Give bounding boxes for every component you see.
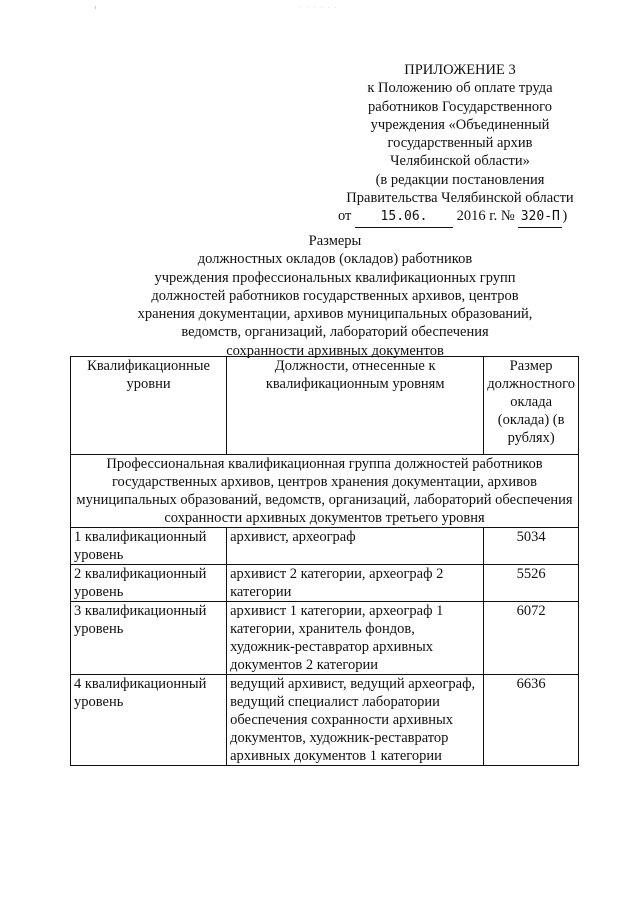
appendix-line: Челябинской области» xyxy=(390,153,530,170)
appendix-heading: ПРИЛОЖЕНИЕ 3 xyxy=(404,62,516,78)
title-line: хранения документации, архивов муниципальных образований, xyxy=(137,306,533,323)
appendix-line: учреждения «Объединенный xyxy=(370,116,550,133)
appendix-block xyxy=(320,61,600,228)
appendix-line: работников Государственного xyxy=(368,98,552,115)
sign-number: 320-П xyxy=(518,208,562,227)
title-line: ведомств, организаций, лабораторий обеспечения xyxy=(181,324,489,341)
table-header-row xyxy=(71,357,579,455)
scan-tick-mark xyxy=(95,6,96,9)
document-title xyxy=(70,232,600,360)
appendix-line: Правительства Челябинской области xyxy=(346,190,574,207)
salary-table xyxy=(70,356,579,766)
table-row xyxy=(71,565,579,602)
header-salary: Размер должностного оклада (оклада) (в рублях) xyxy=(484,357,579,455)
title-line: должностей работников государственных архивов, центров xyxy=(151,287,519,304)
appendix-line: (в редакции постановления xyxy=(375,171,545,188)
sign-year: 2016 г. № xyxy=(456,208,515,225)
cell-level: 1 квалификационный уровень xyxy=(71,528,227,565)
group-title-row xyxy=(71,455,579,528)
cell-salary: 5034 xyxy=(484,528,579,565)
cell-positions: архивист, археограф xyxy=(227,528,484,565)
cell-positions: архивист 1 категории, археограф 1 категории, хранитель фондов, художник-реставратор архивных документов 2 категории xyxy=(227,602,484,675)
title-line: сохранности архивных документов xyxy=(226,342,444,359)
scan-marks: . . . . . . xyxy=(300,4,339,10)
cell-positions: архивист 2 категории, археограф 2 категории xyxy=(227,565,484,602)
group-title: Профессиональная квалификационная группа должностей работников государственных архивов, центров хранения документации, архивов муниципальных образований, ведомств, организаций, лабораторий обеспечения сохранности архивных документов третьего уровня xyxy=(71,455,579,528)
table-row xyxy=(71,675,579,766)
sign-prefix: от xyxy=(338,208,352,225)
cell-positions: ведущий архивист, ведущий археограф, ведущий специалист лаборатории обеспечения сохранности архивных документов, художник-реставратор архивных документов 1 категории xyxy=(227,675,484,766)
cell-level: 4 квалификационный уровень xyxy=(71,675,227,766)
title-line: учреждения профессиональных квалификационных групп xyxy=(154,269,516,286)
sign-date: 15.06. xyxy=(355,208,453,227)
cell-level: 3 квалификационный уровень xyxy=(71,602,227,675)
sign-suffix: ) xyxy=(562,208,568,225)
table-row xyxy=(71,528,579,565)
cell-salary: 6072 xyxy=(484,602,579,675)
header-level: Квалификационные уровни xyxy=(71,357,227,455)
cell-level: 2 квалификационный уровень xyxy=(71,565,227,602)
appendix-line: к Положению об оплате труда xyxy=(367,80,553,97)
appendix-line: государственный архив xyxy=(387,135,533,152)
signature-line xyxy=(320,207,600,227)
header-positions: Должности, отнесенные к квалификационным уровням xyxy=(227,357,484,455)
title-line: Размеры xyxy=(308,233,362,249)
table-row xyxy=(71,602,579,675)
cell-salary: 5526 xyxy=(484,565,579,602)
cell-salary: 6636 xyxy=(484,675,579,766)
title-line: должностных окладов (окладов) работников xyxy=(197,251,473,268)
